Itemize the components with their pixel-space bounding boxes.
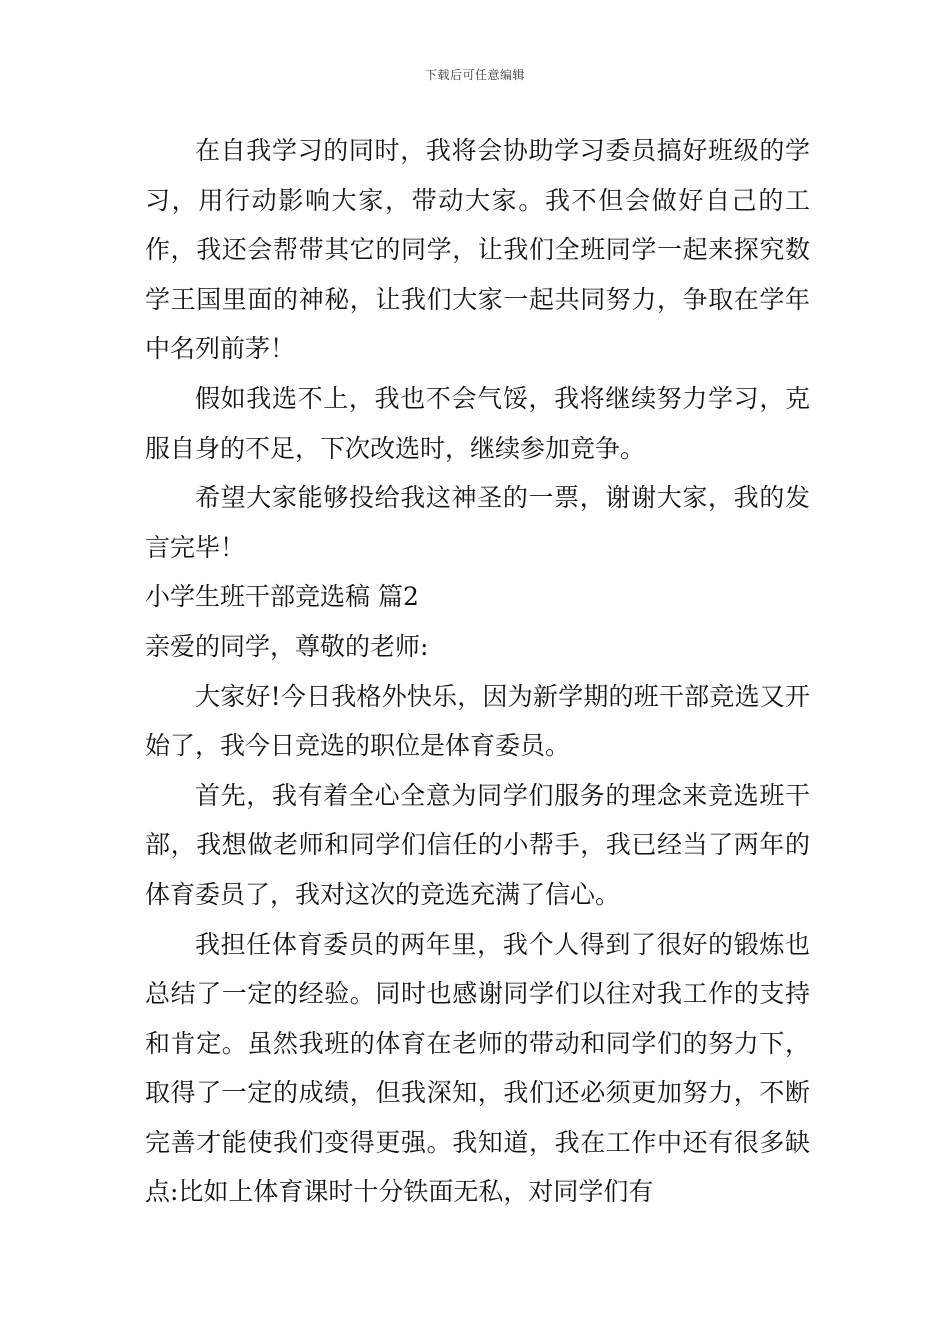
- paragraph-experience: 我担任体育委员的两年里，我个人得到了很好的锻炼也总结了一定的经验。同时也感谢同学们以往对我工作的支持和肯定。虽然我班的体育在老师的带动和同学们的努力下，取得了一定的成绩，但我深知，我们还必须更加努力，不断完善才能使我们变得更强。我知道，我在工作中还有很多缺点:比如上体育课时十分铁面无私，对同学们有: [145, 929, 810, 1207]
- paragraph-greeting: 大家好!今日我格外快乐，因为新学期的班干部竞选又开始了，我今日竞选的职位是体育委员。: [145, 681, 810, 761]
- document-body: [145, 126, 810, 1217]
- paragraph-first: 首先，我有着全心全意为同学们服务的理念来竞选班干部，我想做老师和同学们信任的小帮手，我已经当了两年的体育委员了，我对这次的竞选充满了信心。: [145, 780, 810, 909]
- salutation: 亲爱的同学，尊敬的老师:: [145, 631, 429, 661]
- paragraph-not-elected: 假如我选不上，我也不会气馁，我将继续努力学习，克服自身的不足，下次改选时，继续参加竞争。: [145, 383, 810, 463]
- paragraph-vote-request: 希望大家能够投给我这神圣的一票，谢谢大家，我的发言完毕！: [145, 483, 810, 562]
- section-title: 小学生班干部竞选稿 篇2: [145, 582, 419, 612]
- paragraph-study-help: 在自我学习的同时，我将会协助学习委员搞好班级的学习，用行动影响大家，带动大家。我不但会做好自己的工作，我还会帮带其它的同学，让我们全班同学一起来探究数学王国里面的神秘，让我们大家一起共同努力，争取在学年中名列前茅！: [145, 136, 810, 364]
- page-header: 下载后可任意编辑: [424, 68, 525, 82]
